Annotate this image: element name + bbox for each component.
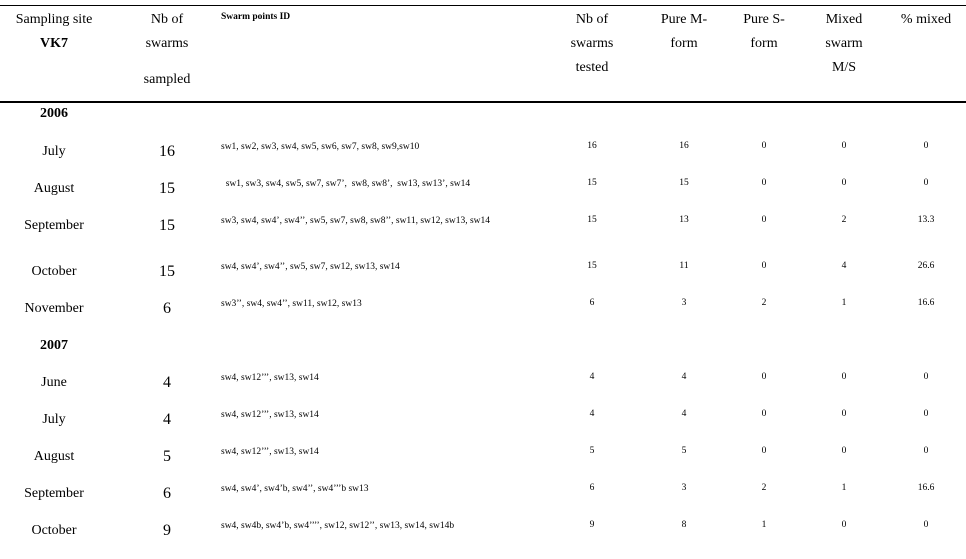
pure-s-cell: 2	[761, 483, 767, 493]
swarm-ids-cell: sw3, sw4, sw4’, sw4’’, sw5, sw7, sw8, sw8’’, sw11, sw12, sw13, sw14	[221, 216, 490, 226]
nb-sampled-cell: 4	[163, 374, 171, 391]
pure-m-cell: 5	[681, 446, 687, 456]
mixed-cell: 4	[841, 261, 847, 271]
nb-sampled-cell: 9	[163, 522, 171, 539]
year-label-2007: 2007	[40, 338, 68, 353]
nb-tested-cell: 4	[589, 409, 595, 419]
swarm-ids-cell: sw1, sw3, sw4, sw5, sw7, sw7’, sw8, sw8’, sw13, sw13’, sw14	[221, 179, 471, 189]
pure-m-cell: 3	[681, 298, 687, 308]
nb-tested-cell: 5	[589, 446, 595, 456]
month-cell: August	[33, 449, 75, 464]
pure-s-cell: 0	[761, 215, 767, 225]
pure-s-cell: 0	[761, 141, 767, 151]
header-pct-mixed: % mixed	[900, 12, 952, 27]
swarm-ids-cell: sw4, sw4b, sw4’b, sw4’’’’, sw12, sw12’’, sw13, sw14, sw14b	[221, 521, 455, 531]
pct-mixed-cell: 26.6	[917, 261, 935, 271]
pure-m-cell: 4	[681, 372, 687, 382]
pure-m-cell: 16	[679, 141, 689, 151]
pure-m-cell: 13	[679, 215, 689, 225]
header-nb-swarms-sampled	[128, 8, 206, 92]
month-cell: October	[31, 264, 77, 279]
nb-tested-cell: 6	[589, 483, 595, 493]
header-sampling-site	[0, 8, 108, 56]
mixed-cell: 0	[841, 141, 847, 151]
swarm-ids-cell: sw4, sw12’’’, sw13, sw14	[221, 447, 319, 457]
header-text: sampled	[143, 72, 191, 87]
pct-mixed-cell: 0	[923, 409, 929, 419]
pure-s-cell: 0	[761, 446, 767, 456]
nb-sampled-cell: 15	[159, 217, 175, 234]
pct-mixed-cell: 0	[923, 141, 929, 151]
pure-m-cell: 4	[681, 409, 687, 419]
swarm-ids-cell: sw1, sw2, sw3, sw4, sw5, sw6, sw7, sw8, sw9,sw10	[221, 142, 420, 152]
mixed-cell: 0	[841, 409, 847, 419]
table-row	[0, 179, 966, 217]
pure-m-cell: 3	[681, 483, 687, 493]
swarm-ids-cell: sw4, sw12’’’, sw13, sw14	[221, 373, 319, 383]
pure-s-cell: 1	[761, 520, 767, 530]
nb-tested-cell: 4	[589, 372, 595, 382]
pct-mixed-cell: 16.6	[917, 483, 935, 493]
table-row	[0, 484, 966, 522]
nb-tested-cell: 16	[587, 141, 597, 151]
nb-sampled-cell: 6	[163, 300, 171, 317]
header-swarm-points-id: Swarm points ID	[221, 12, 291, 22]
table-row	[0, 262, 966, 300]
mixed-cell: 0	[841, 446, 847, 456]
header-text: M/S	[831, 60, 857, 75]
table-row	[0, 410, 966, 448]
header-text: Nb of	[150, 12, 184, 27]
pure-m-cell: 11	[679, 261, 689, 271]
table-row	[0, 142, 966, 180]
mixed-cell: 1	[841, 483, 847, 493]
table-row	[0, 216, 966, 254]
mixed-cell: 0	[841, 372, 847, 382]
table-row	[0, 373, 966, 411]
header-text: swarms	[145, 36, 189, 51]
pct-mixed-cell: 0	[923, 520, 929, 530]
pure-m-cell: 15	[679, 178, 689, 188]
pure-s-cell: 2	[761, 298, 767, 308]
table-row	[0, 521, 966, 559]
month-cell: November	[24, 301, 84, 316]
month-cell: August	[33, 181, 75, 196]
header-text: Pure M-	[660, 12, 708, 27]
table-row	[0, 447, 966, 485]
month-cell: June	[41, 375, 67, 390]
nb-sampled-cell: 16	[159, 143, 175, 160]
header-text: Mixed	[825, 12, 863, 27]
nb-sampled-cell: 4	[163, 411, 171, 428]
pure-m-cell: 8	[681, 520, 687, 530]
table-row	[0, 299, 966, 337]
header-mixed-swarm	[802, 8, 886, 80]
nb-sampled-cell: 15	[159, 263, 175, 280]
mixed-cell: 1	[841, 298, 847, 308]
swarm-ids-cell: sw4, sw4’, sw4’’, sw5, sw7, sw12, sw13, sw14	[221, 262, 400, 272]
pure-s-cell: 0	[761, 409, 767, 419]
mixed-cell: 0	[841, 520, 847, 530]
month-cell: July	[42, 144, 66, 159]
header-bottom-rule	[0, 101, 966, 103]
nb-sampled-cell: 15	[159, 180, 175, 197]
month-cell: September	[24, 486, 84, 501]
pct-mixed-cell: 0	[923, 178, 929, 188]
nb-tested-cell: 15	[587, 178, 597, 188]
header-text: form	[750, 36, 778, 51]
month-cell: July	[42, 412, 66, 427]
header-pure-s-form	[726, 8, 802, 56]
swarm-ids-cell: sw4, sw4’, sw4’b, sw4’’, sw4’’’b sw13	[221, 484, 369, 494]
month-cell: September	[24, 218, 84, 233]
header-text: tested	[575, 60, 609, 75]
pure-s-cell: 0	[761, 372, 767, 382]
nb-sampled-cell: 5	[163, 448, 171, 465]
header-nb-swarms-tested	[551, 8, 633, 80]
nb-sampled-cell: 6	[163, 485, 171, 502]
header-pure-m-form	[641, 8, 727, 56]
pure-s-cell: 0	[761, 178, 767, 188]
header-text: Pure S-	[743, 12, 785, 27]
nb-tested-cell: 6	[589, 298, 595, 308]
swarm-ids-cell: sw3’’, sw4, sw4’’, sw11, sw12, sw13	[221, 299, 362, 309]
header-text: swarms	[570, 36, 614, 51]
mixed-cell: 0	[841, 178, 847, 188]
mixed-cell: 2	[841, 215, 847, 225]
header-text: form	[670, 36, 698, 51]
month-cell: October	[31, 523, 77, 538]
pct-mixed-cell: 16.6	[917, 298, 935, 308]
pct-mixed-cell: 0	[923, 446, 929, 456]
pure-s-cell: 0	[761, 261, 767, 271]
pct-mixed-cell: 0	[923, 372, 929, 382]
header-text: swarm	[825, 36, 863, 51]
table-top-rule	[0, 5, 966, 6]
pct-mixed-cell: 13.3	[917, 215, 935, 225]
swarm-ids-cell: sw4, sw12’’’, sw13, sw14	[221, 410, 319, 420]
nb-tested-cell: 15	[587, 261, 597, 271]
year-label-2006: 2006	[40, 106, 68, 121]
nb-tested-cell: 9	[589, 520, 595, 530]
nb-tested-cell: 15	[587, 215, 597, 225]
header-text: Nb of	[575, 12, 609, 27]
header-sampling-site-label: Sampling site	[15, 12, 93, 27]
header-site-name: VK7	[40, 36, 68, 51]
